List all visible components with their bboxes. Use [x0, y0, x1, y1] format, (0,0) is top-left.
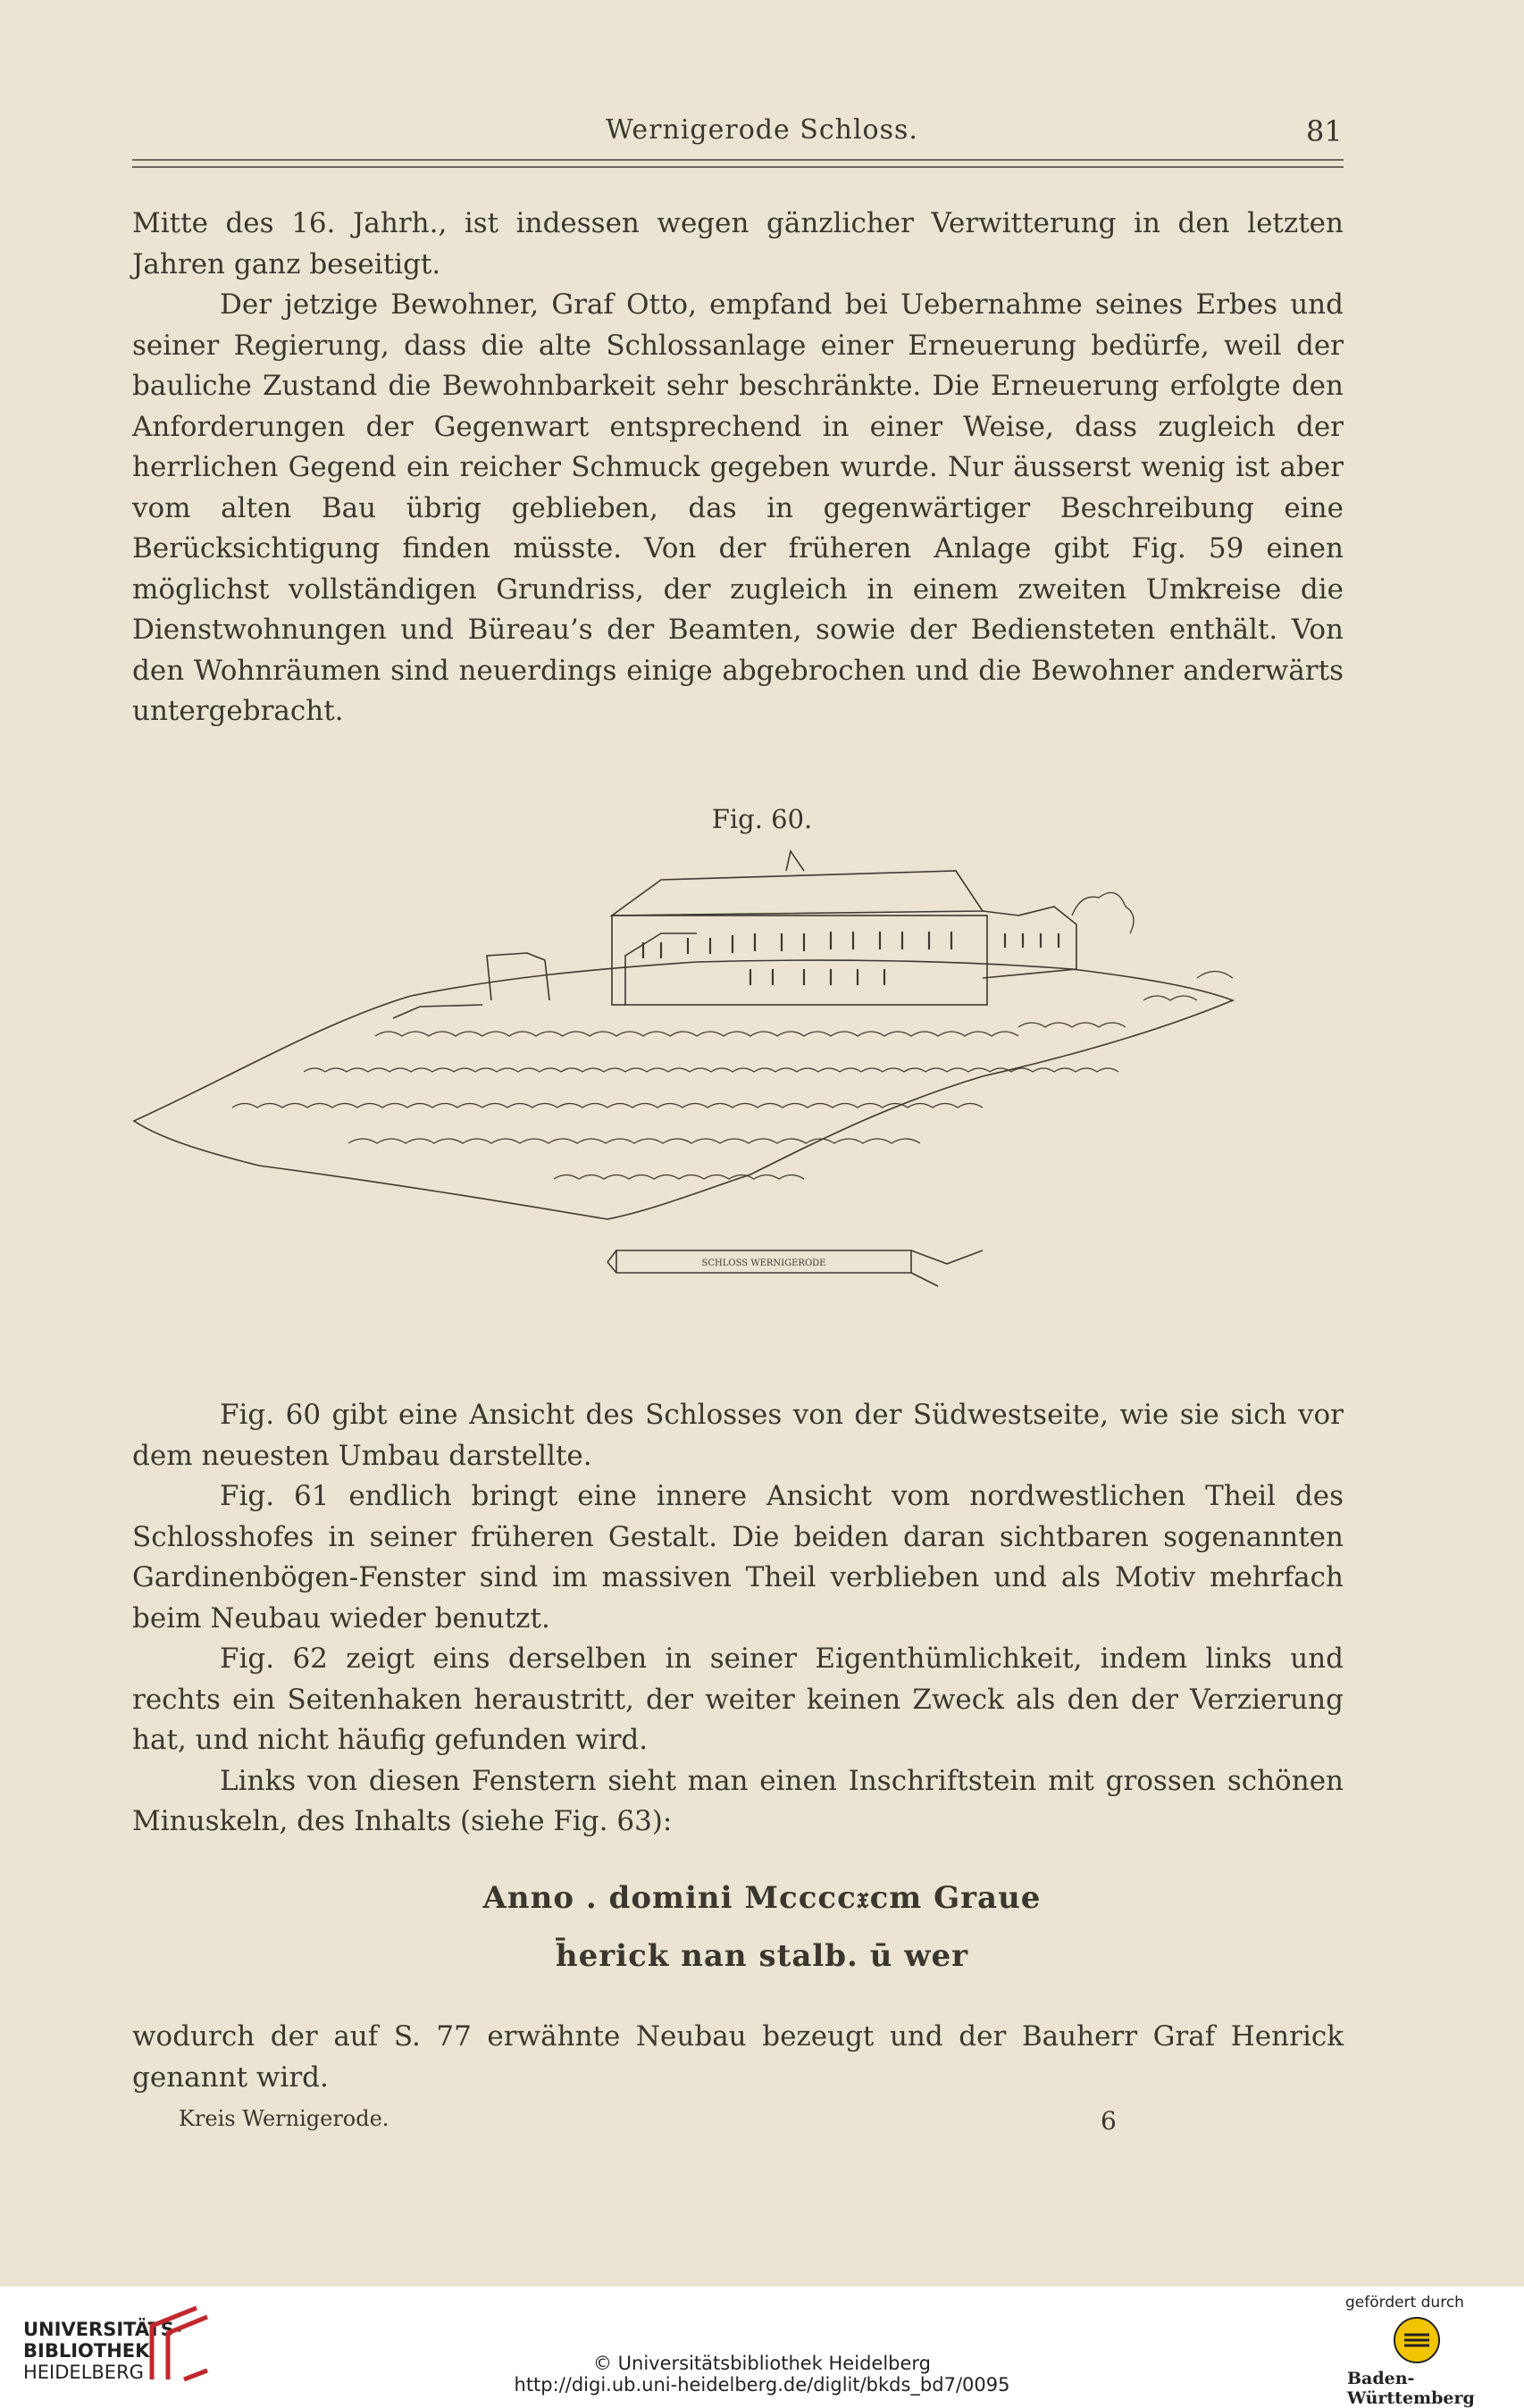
page-number: 81 — [1306, 114, 1343, 148]
permalink-url[interactable]: http://digi.ub.uni-heidelberg.de/diglit/bkds_bd7/0095 — [514, 2374, 1010, 2395]
ruin-tower — [487, 953, 549, 1000]
running-title: Wernigerode Schloss. — [606, 114, 918, 146]
paragraph: Fig. 60 gibt eine Ansicht des Schlosses von der Südwestseite, wie sie sich vor dem neuesten Umbau darstellte. — [132, 1399, 1344, 1472]
castle-roof — [612, 871, 983, 916]
text-block-bottom — [132, 1395, 1344, 1843]
paragraph: Links von diesen Fenstern sieht man einen Inschriftstein mit grossen schönen Minuskeln, des Inhalts (siehe Fig. 63): — [132, 1764, 1344, 1837]
sponsor-label: gefördert durch — [1345, 2294, 1464, 2312]
inscription-line-2: h̄erick nan stalb. ū wer — [555, 1938, 969, 1974]
paragraph: Fig. 61 endlich bringt eine innere Ansicht vom nordwestlichen Theil des Schlosshofes in seiner früheren Gestalt. Die beiden daran sichtbaren sogenannten Gardinenbögen-Fenster sind im massiven Theil verblieben und als Motiv mehrfach beim Neubau wieder benutzt. — [132, 1480, 1344, 1635]
paragraph: Der jetzige Bewohner, Graf Otto, empfand bei Uebernahme seines Erbes und seiner Regierung, dass die alte Schlossanlage einer Erneuerung bedürfe, weil der bauliche Zustand die Bewohnbarkeit sehr beschränkte. Die Erneuerung erfolgte den Anforderungen der Gegenwart entsprechend in einer Weise, dass zugleich der herrlichen Gegend ein reicher Schmuck gegeben wurde. Nur äusserst wenig ist aber vom alten Bau übrig geblieben, das in gegenwärtiger Beschreibung eine Berücksichtigung finden müsste. Von der früheren Anlage gibt Fig. 59 einen möglichst vollständigen Grundriss, der zugleich in einem zweiten Umkreise die Dienstwohnungen und Büreau’s der Beamten, sowie der Bediensteten enthält. Von den Wohnräumen sind neuerdings einige abgebrochen und die Bewohner anderwärts untergebracht. — [132, 288, 1344, 727]
hill-outline — [134, 960, 1233, 1219]
footer-signature-right: 6 — [1101, 2106, 1117, 2136]
header-rule-top — [132, 159, 1344, 161]
paragraph: wodurch der auf S. 77 erwähnte Neubau bezeugt und der Bauherr Graf Henrick genannt wird. — [132, 2020, 1344, 2094]
paragraph: Mitte des 16. Jahrh., ist indessen wegen gänzlicher Verwitterung in den letzten Jahren ganz beseitigt. — [132, 207, 1344, 280]
copyright-block — [0, 2353, 1524, 2395]
castle-engraving — [125, 844, 1358, 1326]
header-rule-bottom — [132, 166, 1344, 168]
text-block-final — [132, 2017, 1344, 2098]
sponsor-name: Baden-Württemberg — [1347, 2369, 1475, 2408]
library-name: UNIVERSITÄTS- BIBLIOTHEK HEIDELBERG — [23, 2319, 182, 2383]
figure-caption: Fig. 60. — [711, 804, 813, 834]
state-emblem-icon — [1392, 2315, 1442, 2365]
digitization-bar — [0, 2287, 1524, 2408]
copyright-text: © Universitätsbibliothek Heidelberg — [592, 2353, 931, 2374]
plate-label: SCHLOSS WERNIGERODE — [701, 1258, 826, 1268]
text-block-top — [132, 204, 1344, 732]
inscription-line-1: Anno . domini Mcccc𝔵cm Graue — [482, 1880, 1042, 1916]
footer-signature-left: Kreis Wernigerode. — [179, 2106, 389, 2131]
paragraph: Fig. 62 zeigt eins derselben in seiner Eigenthümlichkeit, indem links und rechts ein Seitenhaken heraustritt, der weiter keinen Zweck als den der Verzierung hat, und nicht häufig gefunden wird. — [132, 1643, 1344, 1756]
